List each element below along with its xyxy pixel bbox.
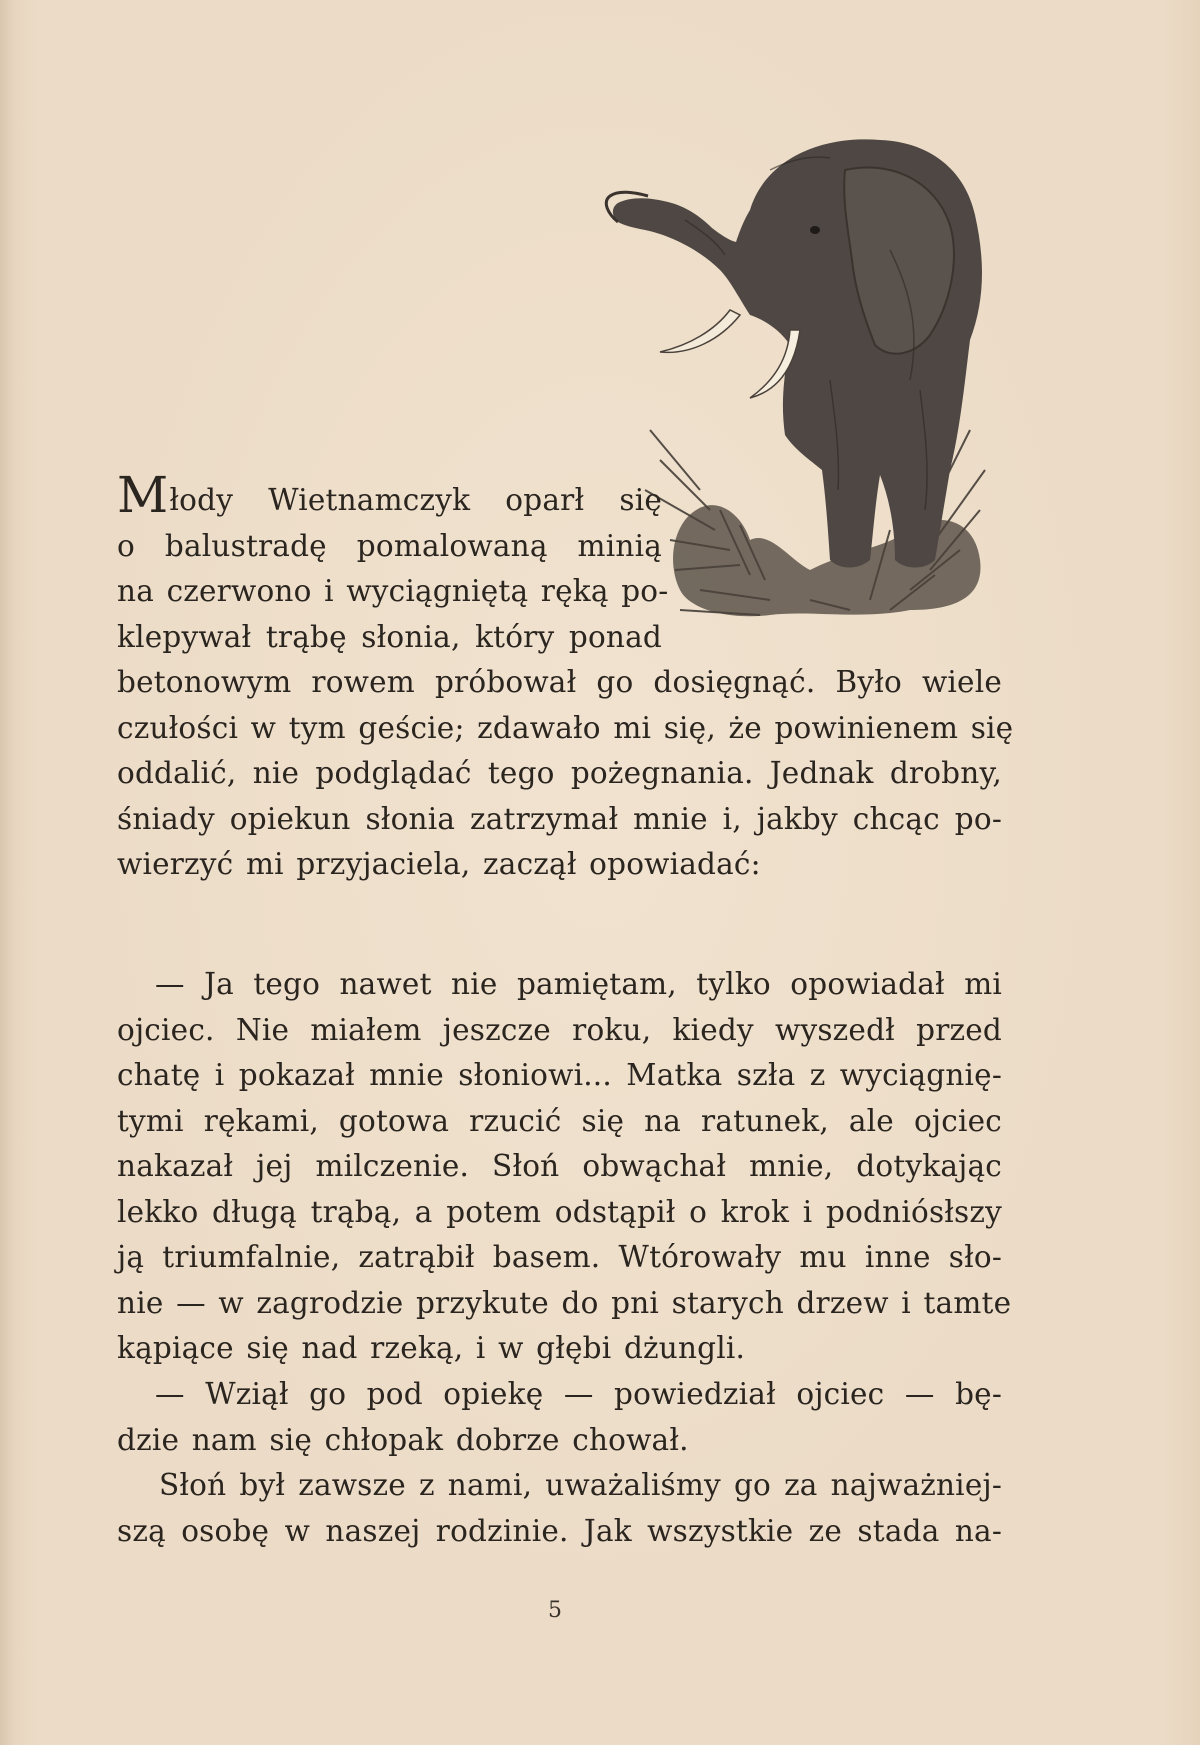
text-line: śniady opiekun słonia zatrzymał mnie i, jakby chcąc po-	[117, 801, 1002, 836]
text-line-content: łody Wietnamczyk oparł się	[169, 483, 662, 517]
text-line: o balustradę pomalowaną minią	[117, 528, 662, 563]
text-line: tymi rękami, gotowa rzucić się na ratunek, ale ojciec	[117, 1103, 1002, 1138]
text-line: czułości w tym geście; zdawało mi się, że powinienem się	[117, 710, 1014, 745]
paragraph-4	[117, 1463, 1002, 1554]
text-line: lekko długą trąbą, a potem odstąpił o krok i podniósłszy	[117, 1194, 1002, 1229]
text-line: szą osobę w naszej rodzinie. Jak wszystkie ze stada na-	[117, 1513, 1002, 1548]
text-line: chatę i pokazał mnie słoniowi... Matka szła z wyciągnię-	[117, 1058, 1002, 1092]
text-line: ojciec. Nie miałem jeszcze roku, kiedy wyszedł przed	[117, 1012, 1002, 1047]
text-line: wierzyć mi przyjaciela, zaczął opowiadać:	[117, 847, 761, 881]
text-line	[117, 466, 662, 524]
elephant-tusk-left	[660, 310, 740, 352]
text-line: kąpiące się nad rzeką, i w głębi dżungli.	[117, 1331, 746, 1365]
text-line: nie — w zagrodzie przykute do pni starych drzew i tamte	[117, 1285, 1012, 1320]
text-line: na czerwono i wyciągniętą ręką po-	[117, 574, 669, 608]
page-number: 5	[548, 1598, 562, 1623]
paragraph-3	[117, 1372, 1002, 1463]
text-line: ją triumfalnie, zatrąbił basem. Wtórowały mu inne sło-	[117, 1240, 1002, 1274]
text-line: — Wziął go pod opiekę — powiedział ojciec — bę-	[155, 1377, 1002, 1411]
text-line: — Ja tego nawet nie pamiętam, tylko opowiadał mi	[155, 967, 1002, 1001]
text-line: nakazał jej milczenie. Słoń obwąchał mnie, dotykając	[117, 1149, 1002, 1183]
text-line: betonowym rowem próbował go dosięgnąć. Było wiele	[117, 665, 1002, 699]
paragraph-1	[117, 466, 1014, 888]
text-line: klepywał trąbę słonia, który ponad	[117, 619, 662, 654]
text-line: dzie nam się chłopak dobrze chował.	[117, 1422, 689, 1457]
drop-cap: M	[117, 466, 169, 524]
text-line: oddalić, nie podglądać tego pożegnania. Jednak drobny,	[117, 756, 1002, 790]
paragraph-2	[117, 962, 1012, 1372]
text-line: Słoń był zawsze z nami, uważaliśmy go za najważniej-	[159, 1468, 1002, 1502]
elephant-eye	[810, 226, 820, 234]
